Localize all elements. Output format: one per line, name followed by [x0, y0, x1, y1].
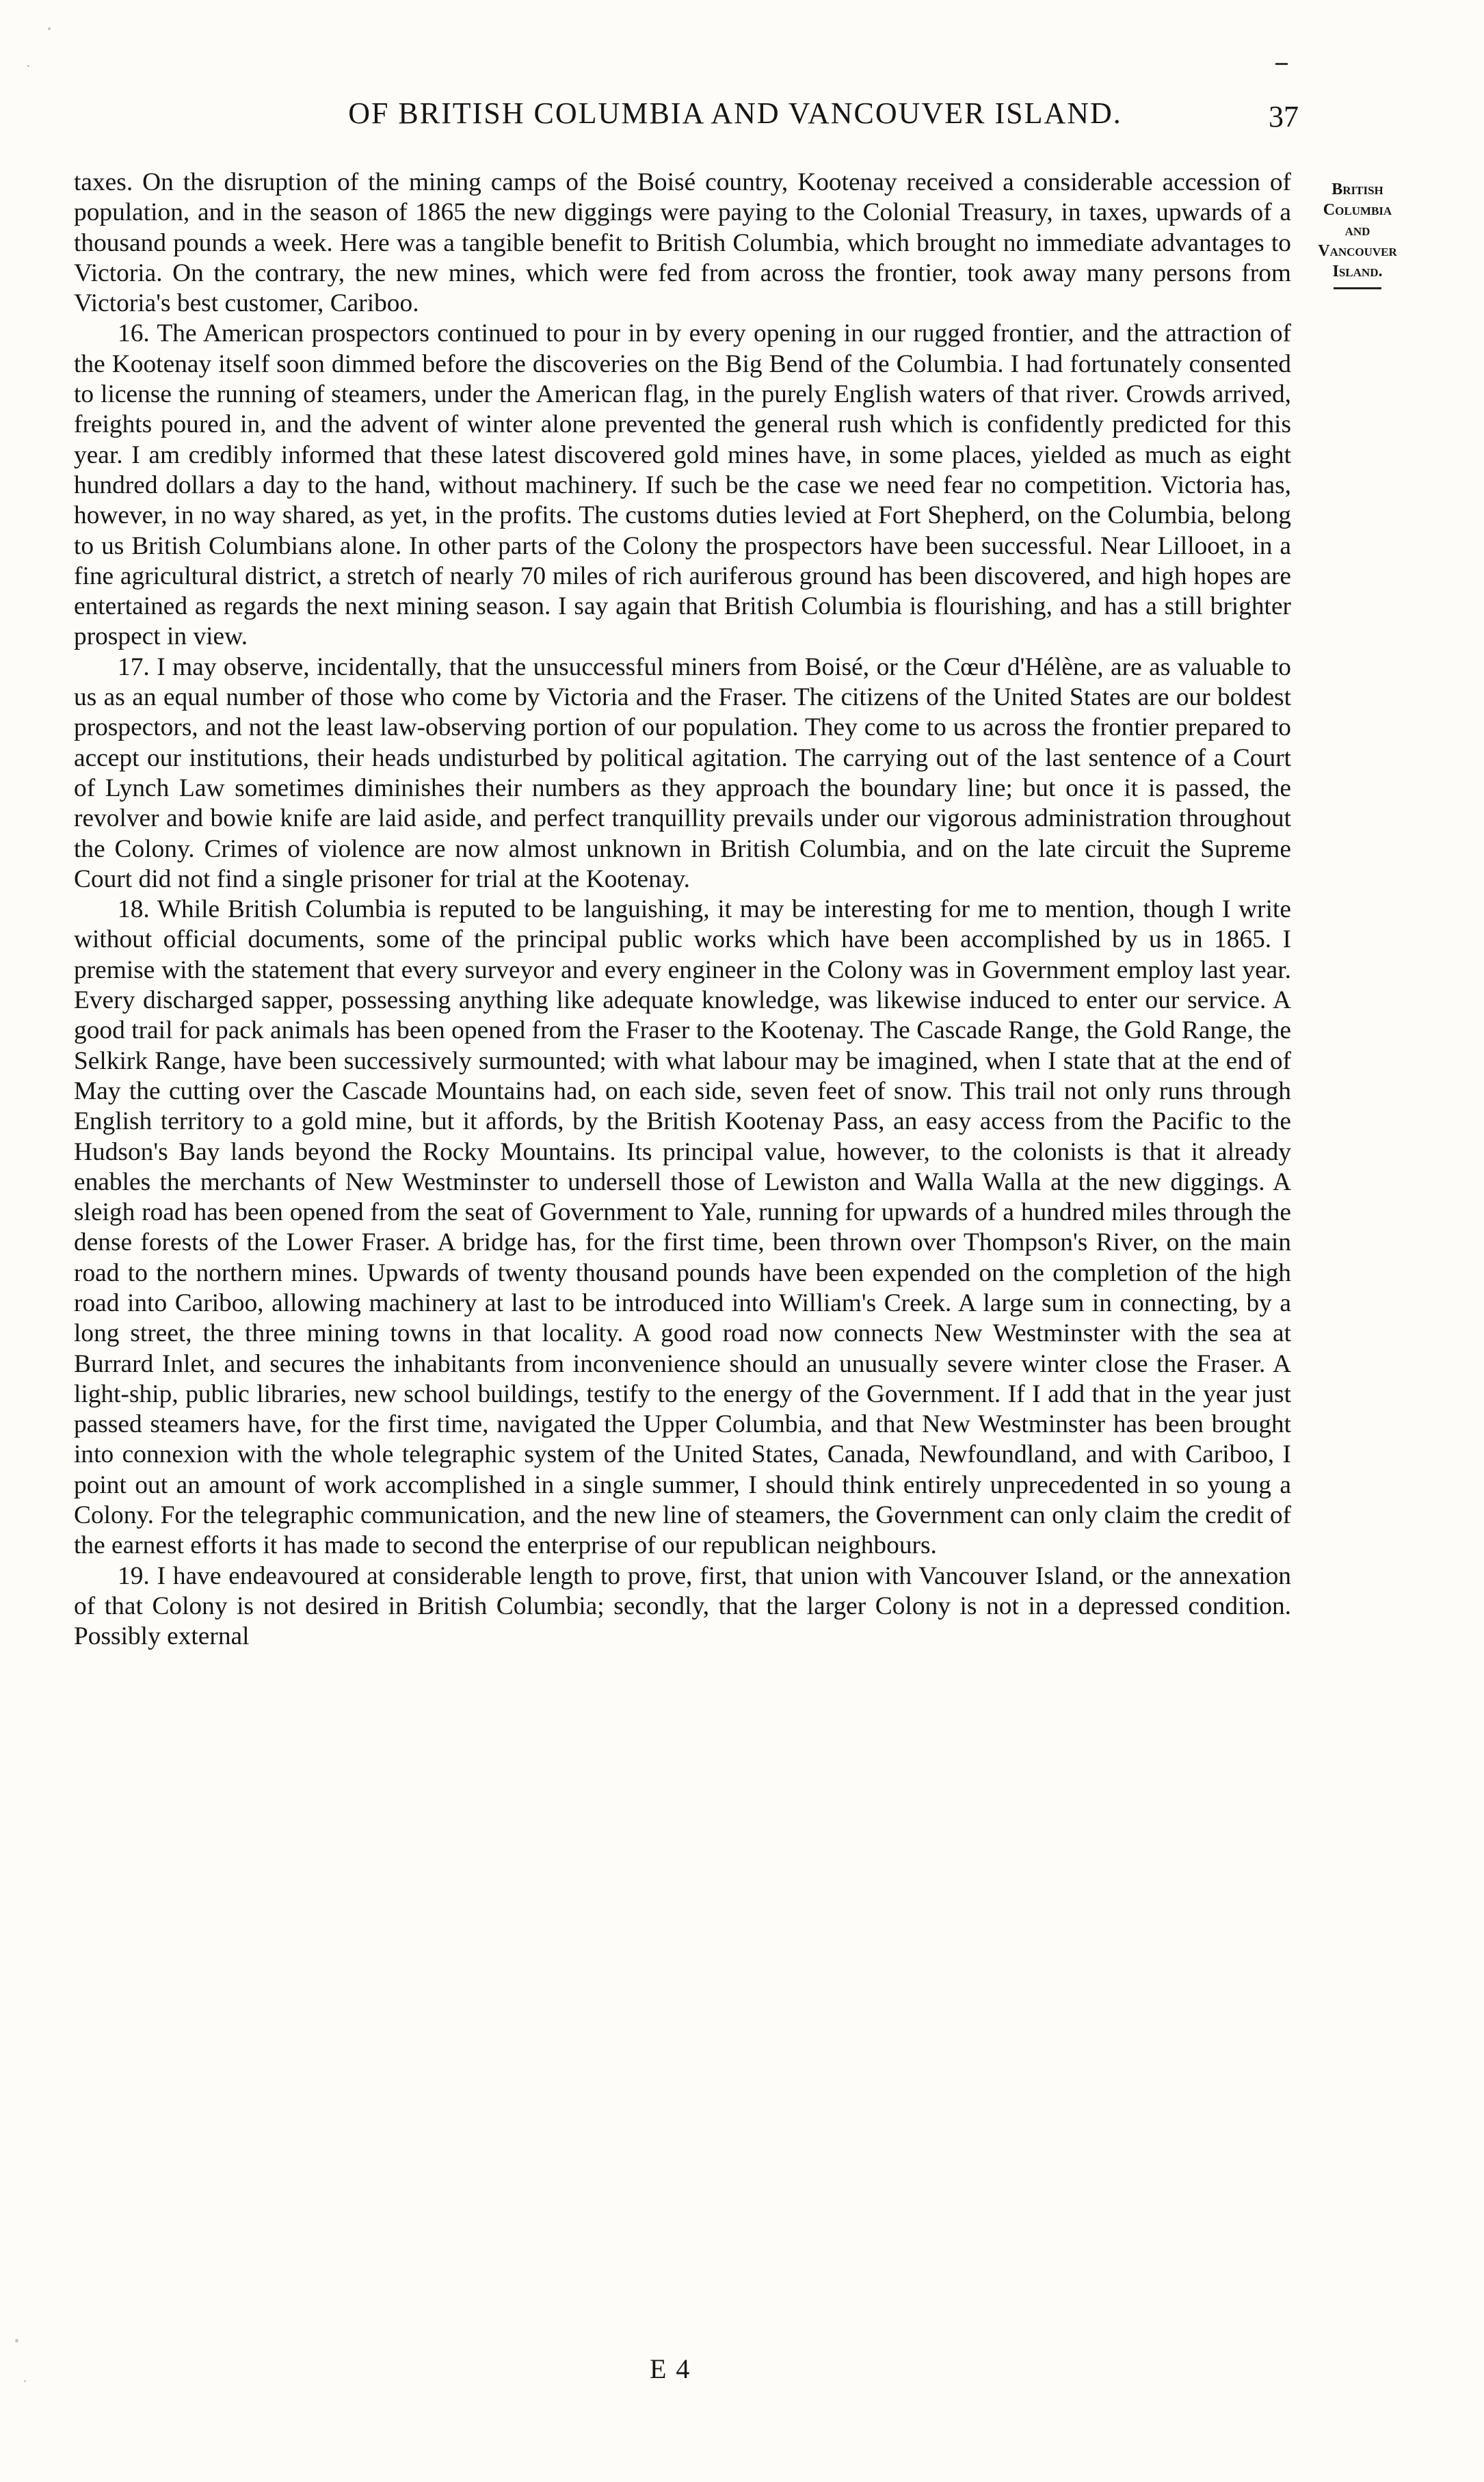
- marginal-note-line: British: [1331, 181, 1383, 198]
- paragraph: 18. While British Columbia is reputed to be languishing, it may be interesting for me to mention, though I write without official documents, some of the principal public works which have been accomplished by us in 1865. I premise with the statement that every surveyor and every engineer in the Colony was in Government employ last year. Every discharged sapper, possessing anything like adequate knowledge, was likewise induced to enter our service. A good trail for pack animals has been opened from the Fraser to the Kootenay. The Cascade Range, the Gold Range, the Selkirk Range, have been successively surmounted; with what labour may be imagined, when I state that at the end of May the cutting over the Cascade Mountains had, on each side, seven feet of snow. This trail not only runs through English territory to a gold mine, but it affords, by the British Kootenay Pass, an easy access from the Pacific to the Hudson's Bay lands beyond the Rocky Mountains. Its principal value, however, to the colonists is that it already enables the merchants of New Westminster to undersell those of Lewiston and Walla Walla at the new diggings. A sleigh road has been opened from the seat of Government to Yale, running for upwards of a hundred miles through the dense forests of the Lower Fraser. A bridge has, for the first time, been thrown over Thompson's River, on the main road to the northern mines. Upwards of twenty thousand pounds have been expended on the completion of the high road into Cariboo, allowing machinery at last to be introduced into William's Creek. A large sum in connecting, by a long street, the three mining towns in that locality. A good road now connects New Westminster with the sea at Burrard Inlet, and secures the inhabitants from inconvenience should an unusually severe winter close the Fraser. A light-ship, public libraries, new school buildings, testify to the energy of the Government. If I add that in the year just passed steamers have, for the first time, navigated the Upper Columbia, and that New Westminster has been brought into connexion with the whole telegraphic system of the United States, Canada, Newfoundland, and with Cariboo, I point out an amount of work accomplished in a single summer, I should think entirely unprecedented in so young a Colony. For the telegraphic communication, and the new line of steamers, the Government can only claim the credit of the earnest efforts it has made to second the enterprise of our republican neighbours.: [74, 895, 1291, 1560]
- body-text: [74, 168, 1291, 1652]
- paragraph: 19. I have endeavoured at considerable length to prove, first, that union with Vancouver Island, or the annexation of that Colony is not desired in British Columbia; secondly, that the larger Colony is not in a depressed condition. Possibly external: [74, 1561, 1291, 1651]
- paragraph: 16. The American prospectors continued to pour in by every opening in our rugged frontier, and the attraction of the Kootenay itself soon dimmed before the discoveries on the Big Bend of the Columbia. I had fortunately consented to license the running of steamers, under the American flag, in the purely English waters of that river. Crowds arrived, freights poured in, and the advent of winter alone prevented the general rush which is confidently predicted for this year. I am credibly informed that these latest discovered gold mines have, in some places, yielded as much as eight hundred dollars a day to the hand, without machinery. If such be the case we need fear no competition. Victoria has, however, in no way shared, as yet, in the profits. The customs duties levied at Fort Shepherd, on the Columbia, belong to us British Columbians alone. In other parts of the Colony the prospectors have been successful. Near Lillooet, in a fine agricultural district, a stretch of nearly 70 miles of rich auriferous ground has been discovered, and high hopes are entertained as regards the next mining season. I say again that British Columbia is flourishing, and has a still brighter prospect in view.: [74, 319, 1291, 651]
- paper-speck: [24, 2380, 26, 2382]
- paragraph: 17. I may observe, incidentally, that the unsuccessful miners from Boisé, or the Cœur d'Hélène, are as valuable to us as an equal number of those who come by Victoria and the Fraser. The citizens of the United States are our boldest prospectors, and not the least law-observing portion of our population. They come to us across the frontier prepared to accept our institutions, their heads undisturbed by political agitation. The carrying out of the last sentence of a Court of Lynch Law sometimes diminishes their numbers as they approach the boundary line; but once it is passed, the revolver and bowie knife are laid aside, and perfect tranquillity prevails under our vigorous administration throughout the Colony. Crimes of violence are now almost unknown in British Columbia, and on the late circuit the Supreme Court did not find a single prisoner for trial at the Kootenay.: [74, 652, 1291, 893]
- paper-speck: [27, 65, 29, 67]
- marginal-note-line: Vancouver: [1318, 242, 1397, 260]
- page-number: 37: [1269, 100, 1299, 133]
- marginal-note-rule: [1334, 287, 1381, 289]
- marginal-note-line: and: [1344, 222, 1370, 239]
- marginal-note: [1306, 179, 1409, 289]
- running-header: OF BRITISH COLUMBIA AND VANCOUVER ISLAND.: [348, 96, 1122, 130]
- paper-speck: [15, 2339, 18, 2342]
- header-rule: [1275, 63, 1288, 65]
- paper-speck: [48, 27, 51, 30]
- signature-mark: E 4: [650, 2353, 691, 2384]
- marginal-note-line: Columbia: [1323, 201, 1392, 219]
- marginal-note-line: Island.: [1332, 263, 1383, 280]
- paragraph: taxes. On the disruption of the mining camps of the Boisé country, Kootenay received a considerable accession of population, and in the season of 1865 the new diggings were paying to the Colonial Treasury, in taxes, upwards of a thousand pounds a week. Here was a tangible benefit to British Columbia, which brought no immediate advantages to Victoria. On the contrary, the new mines, which were fed from across the frontier, took away many persons from Victoria's best customer, Cariboo.: [74, 168, 1291, 318]
